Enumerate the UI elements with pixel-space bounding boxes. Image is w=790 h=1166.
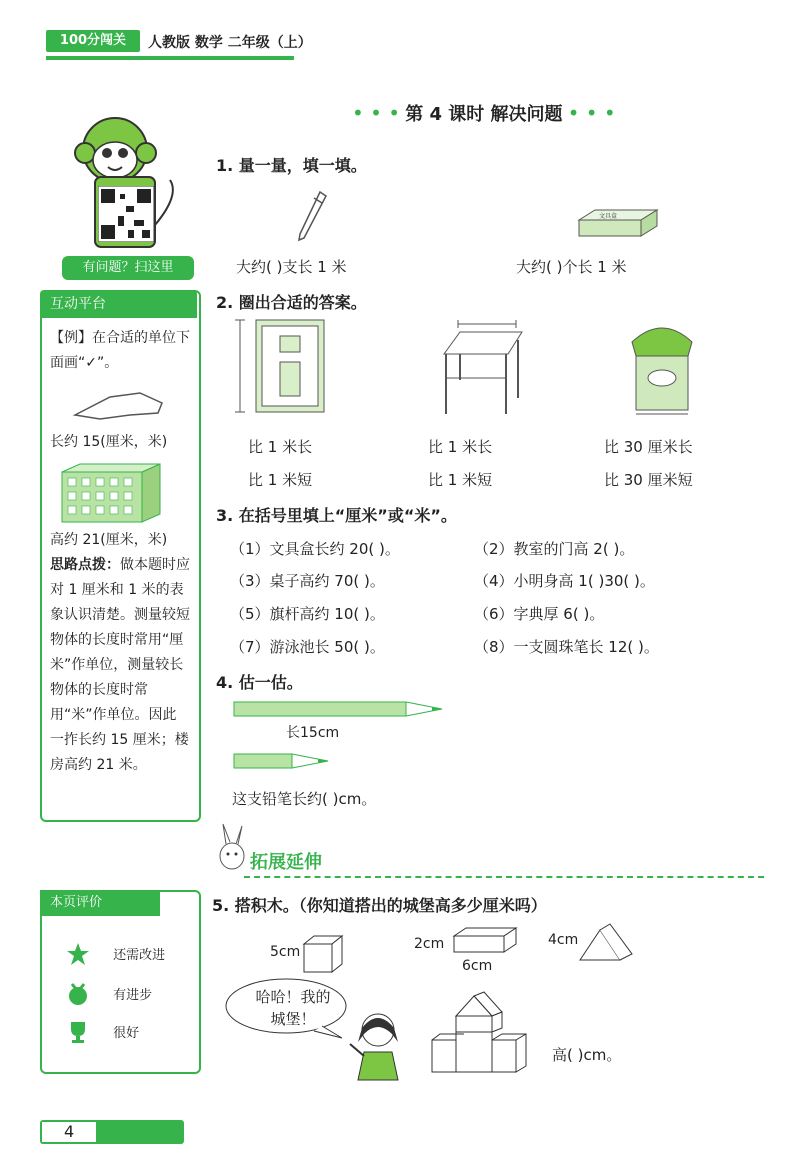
crayon-box-icon	[622, 316, 702, 420]
triangle-height-label: 4cm	[548, 932, 579, 948]
question-5-answer[interactable]: 高( )cm。	[552, 1046, 622, 1064]
girl-character-icon	[344, 1008, 414, 1082]
hand-span-icon	[70, 385, 170, 423]
cube-height-label: 5cm	[270, 944, 301, 960]
rating-label: 很好	[113, 1025, 140, 1041]
question-4-title: 4. 估一估。	[216, 673, 303, 692]
triangle-block-icon	[576, 922, 636, 964]
pencil-length-label: 长15cm	[286, 725, 340, 741]
svg-text:文具盒: 文具盒	[599, 213, 618, 220]
rating-label: 有进步	[113, 987, 153, 1003]
rating-label: 还需改进	[113, 947, 166, 963]
q2-option[interactable]: 比 30 厘米短	[604, 471, 693, 489]
q3-item[interactable]: （4）小明身高 1( )30( )。	[474, 572, 655, 590]
question-4-answer[interactable]: 这支铅笔长约( )cm。	[232, 790, 377, 808]
q2-option[interactable]: 比 1 米短	[248, 471, 313, 489]
dot-decoration: • • •	[352, 101, 401, 125]
question-2-title: 2. 圈出合适的答案。	[216, 293, 367, 312]
lesson-title: 第 4 课时 解决问题	[405, 104, 563, 125]
rating-item[interactable]	[66, 982, 152, 1006]
rating-item[interactable]	[66, 1020, 139, 1044]
medal-icon	[66, 982, 90, 1006]
hand-label: 长约 15(厘米，米)	[50, 434, 168, 450]
page-number: 4	[42, 1122, 96, 1142]
tip-title: 思路点拨：	[50, 557, 120, 573]
building-label: 高约 21(厘米，米)	[50, 532, 168, 548]
rabbit-icon	[214, 822, 254, 872]
question-3-title: 3. 在括号里填上“厘米”或“米”。	[216, 506, 457, 525]
q3-item[interactable]: （8）一支圆珠笔长 12( )。	[474, 638, 659, 656]
building-icon	[60, 462, 165, 524]
rect-width-label: 6cm	[462, 958, 493, 974]
star-icon	[66, 942, 90, 966]
page-number-bar	[40, 1120, 184, 1144]
brand-badge: 100分闯关	[46, 30, 140, 52]
qr-code-icon[interactable]	[98, 186, 154, 242]
rect-height-label: 2cm	[414, 936, 445, 952]
q3-item[interactable]: （1）文具盒长约 20( )。	[230, 540, 400, 558]
question-1-title: 1. 量一量，填一填。	[216, 156, 367, 175]
dot-decoration: • • •	[567, 101, 616, 125]
q3-item[interactable]: （3）桌子高约 70( )。	[230, 572, 385, 590]
question-1-left: 大约( )支长 1 米	[236, 258, 347, 276]
panel-heading: 互动平台	[40, 290, 197, 318]
table-icon	[438, 318, 528, 418]
extension-divider	[244, 876, 764, 878]
rating-heading: 本页评价	[40, 890, 160, 916]
long-pencil-icon	[232, 698, 446, 720]
q3-item[interactable]: （2）教室的门高 2( )。	[474, 540, 635, 558]
extension-title: 拓展延伸	[250, 852, 322, 873]
q2-option[interactable]: 比 1 米长	[428, 438, 493, 456]
pencil-box-icon	[575, 206, 659, 240]
question-5-title: 5. 搭积木。（你知道搭出的城堡高多少厘米吗）	[212, 896, 547, 915]
q2-option[interactable]: 比 30 厘米长	[604, 438, 693, 456]
rect-block-icon	[450, 926, 522, 960]
short-pencil-icon	[232, 750, 332, 772]
q2-option[interactable]: 比 1 米短	[428, 471, 493, 489]
header-rule	[46, 56, 294, 60]
question-1-right: 大约( )个长 1 米	[516, 258, 627, 276]
q3-item[interactable]: （5）旗杆高约 10( )。	[230, 605, 385, 623]
rating-item[interactable]	[66, 942, 165, 966]
speech-text: 哈哈！我的城堡！	[255, 988, 331, 1028]
tip-block	[50, 553, 190, 778]
q3-item[interactable]: （7）游泳池长 50( )。	[230, 638, 385, 656]
scan-help-button[interactable]: 有问题？扫这里	[62, 256, 194, 280]
book-subtitle: 人教版 数学 二年级（上）	[148, 35, 312, 51]
trophy-icon	[66, 1020, 90, 1044]
example-intro: 【例】在合适的单位下面画“✓”。	[50, 330, 190, 371]
cube-block-icon	[300, 934, 346, 974]
q2-option[interactable]: 比 1 米长	[248, 438, 313, 456]
q3-item[interactable]: （6）字典厚 6( )。	[474, 605, 605, 623]
door-icon	[232, 316, 332, 416]
lesson-title-row	[352, 100, 616, 126]
tip-text: 做本题时应对 1 厘米和 1 米的表象认识清楚。测量较短物体的长度时常用“厘米”作单位，测量较长物体的长度时常用“米”作单位。因此一拃长约 15 厘米；楼房高约 21 米。	[50, 557, 190, 773]
castle-blocks-icon	[428, 990, 534, 1076]
pen-icon	[292, 188, 332, 244]
